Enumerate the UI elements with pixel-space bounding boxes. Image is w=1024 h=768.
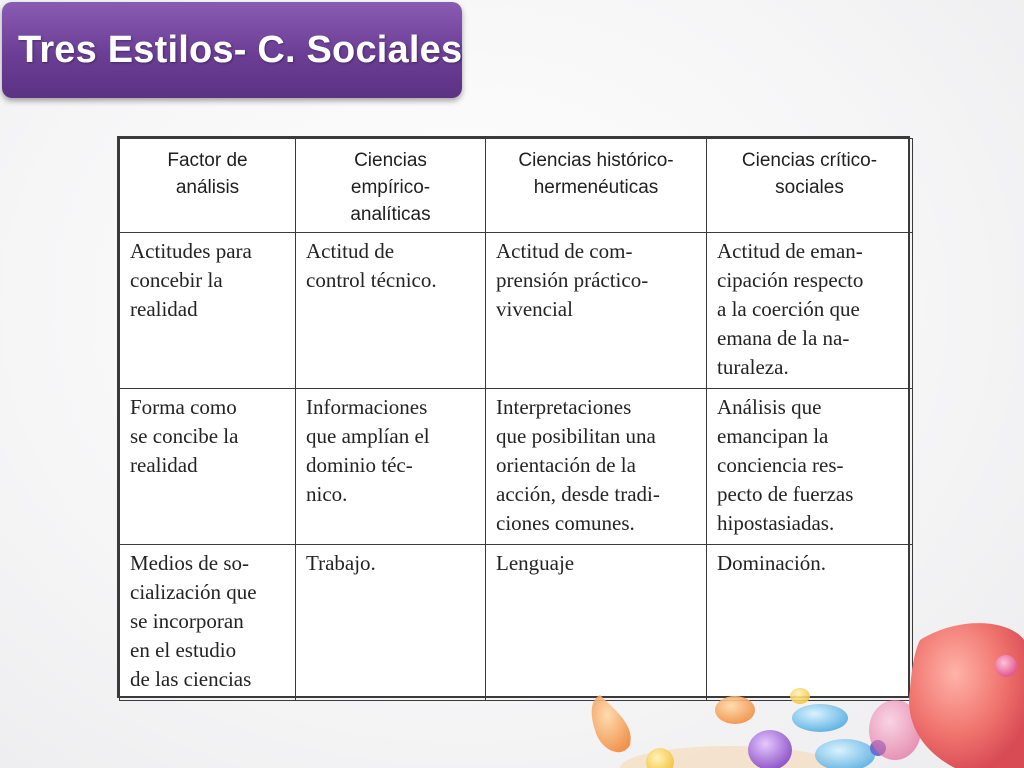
header-row	[120, 139, 913, 233]
header-empirico-analiticas: Ciencias empírico- analíticas	[296, 139, 486, 233]
table-row	[120, 233, 913, 389]
slide-title: Tres Estilos- C. Sociales	[18, 28, 463, 71]
cell-empirico: Trabajo.	[296, 545, 486, 701]
cell-historico: Lenguaje	[486, 545, 707, 701]
cell-factor: Actitudes para concebir la realidad	[120, 233, 296, 389]
cell-historico: Actitud de com- prensión práctico- vivencial	[486, 233, 707, 389]
header-critico-sociales: Ciencias crítico- sociales	[707, 139, 913, 233]
bubble	[792, 704, 848, 732]
cell-empirico: Actitud de control técnico.	[296, 233, 486, 389]
header-factor: Factor de análisis	[120, 139, 296, 233]
cell-factor: Medios de so- cialización que se incorporan en el estudio de las ciencias	[120, 545, 296, 701]
bubble	[790, 688, 810, 704]
cell-factor: Forma como se concibe la realidad	[120, 389, 296, 545]
cell-critico: Análisis que emancipan la conciencia res- pecto de fuerzas hipostasiadas.	[707, 389, 913, 545]
bubble	[715, 696, 755, 724]
bubble	[748, 730, 792, 768]
bubble	[995, 655, 1017, 677]
cell-critico: Actitud de eman- cipación respecto a la coerción que emana de la na- turaleza.	[707, 233, 913, 389]
bubble	[592, 695, 631, 752]
bubble	[909, 623, 1024, 768]
cell-empirico: Informaciones que amplían el dominio téc- nico.	[296, 389, 486, 545]
table-row	[120, 389, 913, 545]
header-historico-hermeneuticas: Ciencias histórico- hermenéuticas	[486, 139, 707, 233]
cell-critico: Dominación.	[707, 545, 913, 701]
title-banner	[2, 2, 462, 98]
cell-historico: Interpretaciones que posibilitan una orientación de la acción, desde tradi- ciones comunes.	[486, 389, 707, 545]
decorative-bubbles	[560, 600, 1024, 768]
bubble	[815, 739, 875, 768]
